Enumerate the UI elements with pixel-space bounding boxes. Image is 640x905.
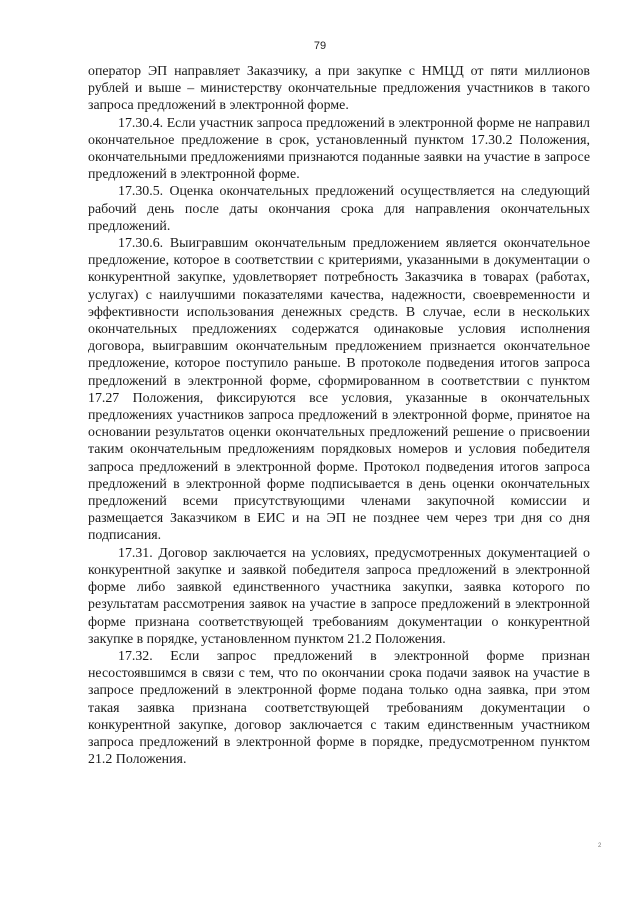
paragraph-17-30-5: 17.30.5. Оценка окончательных предложений осуществляется на следующий рабочий день после даты окончания срока для направления окончательных предложений.: [88, 184, 590, 234]
paragraph-continuation: оператор ЭП направляет Заказчику, а при закупке с НМЦД от пяти миллионов рублей и выше – министерству окончательные предложения участников в такого запроса предложений в электронной форме.: [88, 64, 590, 114]
paragraph-17-32: 17.32. Если запрос предложений в электронной форме признан несостоявшимся в связи с тем, что по окончании срока подачи заявок на участие в запросе предложений в электронной форме подана только одна заявка, при этом такая заявка признана соответствующей требованиям документации о конкурентной закупке, договор заключается с таким единственным участником запроса предложений в электронной форме в порядке, предусмотренном пунктом 21.2 Положения.: [88, 648, 590, 768]
paragraph-17-30-4: 17.30.4. Если участник запроса предложений в электронной форме не направил окончательное предложение в срок, установленный пунктом 17.30.2 Положения, окончательными предложениями признаются поданные заявки на участие в запросе предложений в электронной форме.: [88, 115, 590, 183]
document-body: [88, 63, 590, 768]
paragraph-17-31: 17.31. Договор заключается на условиях, предусмотренных документацией о конкурентной закупке и заявкой победителя запроса предложений в электронной форме либо заявкой единственного участника закупки, заявка которого по результатам рассмотрения заявок на участие в запросе предложений в электронной форме признана соответствующей требованиям документации о конкурентной закупке в порядке, установленном пунктом 21.2 Положения.: [88, 545, 590, 647]
page-number: 79: [313, 40, 327, 52]
corner-mark: 2: [598, 843, 602, 849]
paragraph-17-30-6: 17.30.6. Выигравшим окончательным предложением является окончательное предложение, которое в соответствии с критериями, указанными в документации о конкурентной закупке, удовлетворяет потребность Заказчика в товарах (работах, услугах) с наилучшими показателями качества, надежности, своевременности и эффективности использования денежных средств. В случае, если в нескольких окончательных предложениях содержатся одинаковые условия исполнения договора, выигравшим окончательным предложением признается окончательное предложение, которое поступило раньше. В протоколе подведения итогов запроса предложений в электронной форме, сформированном в соответствии с пунктом 17.27 Положения, фиксируются все условия, указанные в окончательных предложениях участников запроса предложений в электронной форме, принятое на основании результатов оценки окончательных предложений решение о присвоении таким окончательным предложениям порядковых номеров и условия победителя запроса предложений в электронной форме. Протокол подведения итогов запроса предложений в электронной форме подписывается в день оценки окончательных предложений всеми присутствующими членами закупочной комиссии и размещается Заказчиком в ЕИС и на ЭП не позднее чем через три дня со дня подписания.: [88, 236, 590, 544]
